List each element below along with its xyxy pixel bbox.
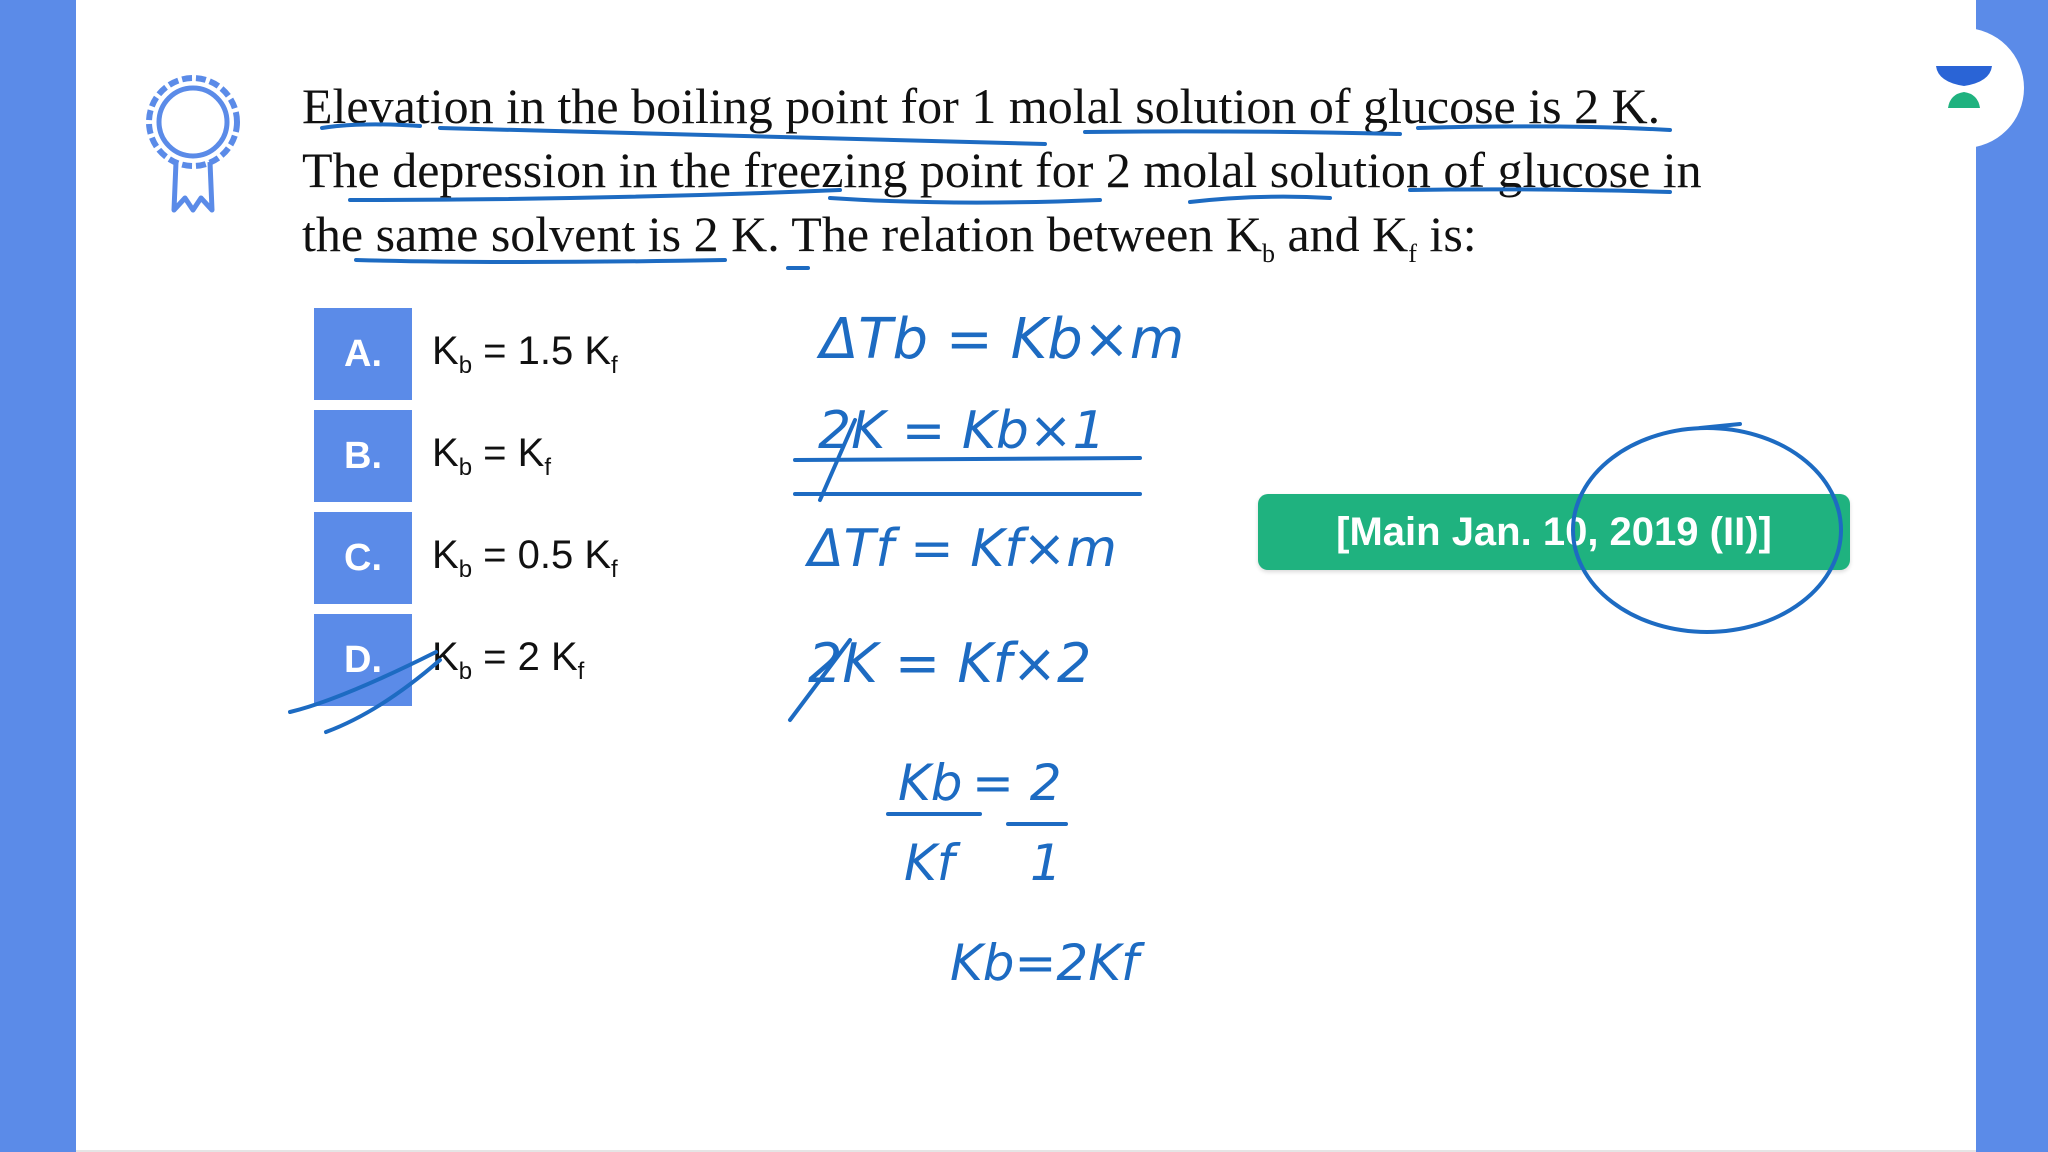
option-text: $K_b = K_f$ [432,430,551,481]
work-line-1: ΔTb = Kb×m [820,307,1185,372]
option-c[interactable] [314,512,914,604]
work-line-6a: Kf [904,834,955,892]
option-text: $K_b = 1.5$ $K_f$ [432,328,618,379]
option-letter: C. [314,512,412,604]
work-line-7: Kb=2Kf [950,934,1139,992]
option-d[interactable] [314,614,914,706]
right-frame-band [1976,0,2048,1152]
medal-icon [138,70,248,220]
option-b[interactable] [314,410,914,502]
circle-mark [1700,424,1740,428]
work-line-5b: = 2 [972,754,1062,812]
question-line-1: Elevation in the boiling point for 1 molal solution of glucose is 2 K. [302,78,1661,134]
work-line-2: 2K = Kb×1 [818,401,1106,461]
question-text [302,74,1822,266]
question-line-3: the same solvent is 2 K. The relation between $K_b$ and $K_f$ is: [302,206,1477,268]
question-line-2: The depression in the freezing point for 2 molal solution of glucose in [302,142,1702,198]
work-line-4: 2K = Kf×2 [808,632,1092,695]
app-logo-icon [1904,28,2024,148]
option-letter: D. [314,614,412,706]
option-text: $K_b = 0.5$ $K_f$ [432,532,618,583]
option-a[interactable] [314,308,914,400]
option-letter: A. [314,308,412,400]
work-line-3: ΔTf = Kf×m [808,519,1117,579]
left-frame-band [0,0,76,1152]
exam-source-tag: [Main Jan. 10, 2019 (II)] [1258,494,1850,570]
option-letter: B. [314,410,412,502]
work-line-5a: Kb [898,754,963,812]
work-line-6b: 1 [1030,834,1062,892]
option-text: $K_b = 2$ $K_f$ [432,634,585,685]
